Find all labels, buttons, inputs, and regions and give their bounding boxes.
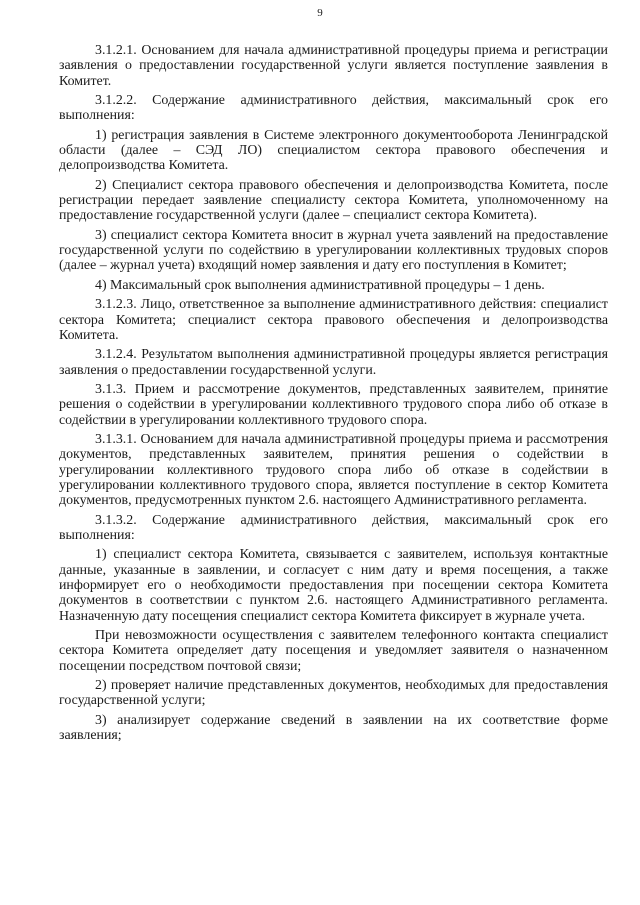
- list-item-3-analyze-form: 3) анализирует содержание сведений в заявлении на их соответствие форме заявления;: [59, 712, 608, 744]
- paragraph-3-1-3-2: 3.1.3.2. Содержание административного действия, максимальный срок его выполнения:: [59, 512, 608, 543]
- list-item-1-contact: 1) специалист сектора Комитета, связывается с заявителем, используя контактные данные, указанные в заявлении, и согласует с ним дату и время посещения, а также информирует его о необходимости предоставления при посещении сектора Комитета документов в соответствии с пунктом 2.6. настоящего Административного регламента. Назначенную дату посещения специалист сектора Комитета фиксирует в журнале учета.: [59, 547, 608, 624]
- paragraph-postal-notice: При невозможности осуществления с заявителем телефонного контакта специалист сектора Комитета определяет дату посещения и уведомляет заявителя о назначенном посещении посредством почтовой связи;: [59, 628, 608, 674]
- paragraph-3-1-3-1: 3.1.3.1. Основанием для начала административной процедуры приема и рассмотрения документов, представленных заявителем, принятия решения о содействии в урегулировании коллективного трудового спора либо об отказе в содействии в урегулировании коллективного трудового спора, является поступление в сектор Комитета документов, предусмотренных пунктом 2.6. настоящего Административного регламента.: [59, 431, 608, 509]
- paragraph-3-1-3: 3.1.3. Прием и рассмотрение документов, представленных заявителем, принятие решения о содействии в урегулировании коллективного трудового спора либо об отказе в содействии в урегулировании коллективного трудового спора.: [59, 381, 608, 428]
- list-item-2-transfer: 2) Специалист сектора правового обеспечения и делопроизводства Комитета, после регистрации передает заявление специалисту сектора Комитета, уполномоченному на предоставление государственной услуги (далее – специалист сектора Комитета).: [59, 177, 608, 224]
- list-item-3-journal-entry: 3) специалист сектора Комитета вносит в журнал учета заявлений на предоставление государственной услуги по содействию в урегулировании коллективных трудовых споров (далее – журнал учета) входящий номер заявления и дату его поступления в Комитет;: [59, 227, 608, 274]
- paragraph-3-1-2-1: 3.1.2.1. Основанием для начала административной процедуры приема и регистрации заявления о предоставлении государственной услуги является поступление заявления в Комитет.: [59, 43, 608, 89]
- paragraph-3-1-2-3: 3.1.2.3. Лицо, ответственное за выполнение административного действия: специалист сектора Комитета; специалист сектора правового обеспечения и делопроизводства Комитета.: [59, 297, 608, 343]
- list-item-4-deadline: 4) Максимальный срок выполнения административной процедуры – 1 день.: [95, 277, 545, 293]
- list-item-2-check-documents: 2) проверяет наличие представленных документов, необходимых для предоставления государственной услуги;: [59, 678, 608, 709]
- page-number: 9: [317, 7, 323, 19]
- document-body: [59, 43, 608, 743]
- paragraph-3-1-2-4: 3.1.2.4. Результатом выполнения административной процедуры является регистрация заявления о предоставлении государственной услуги.: [59, 347, 608, 378]
- list-item-1-registration: 1) регистрация заявления в Системе электронного документооборота Ленинградской области (далее – СЭД ЛО) специалистом сектора правового обеспечения и делопроизводства Комитета.: [59, 127, 608, 174]
- paragraph-3-1-2-2: 3.1.2.2. Содержание административного действия, максимальный срок его выполнения:: [59, 93, 608, 124]
